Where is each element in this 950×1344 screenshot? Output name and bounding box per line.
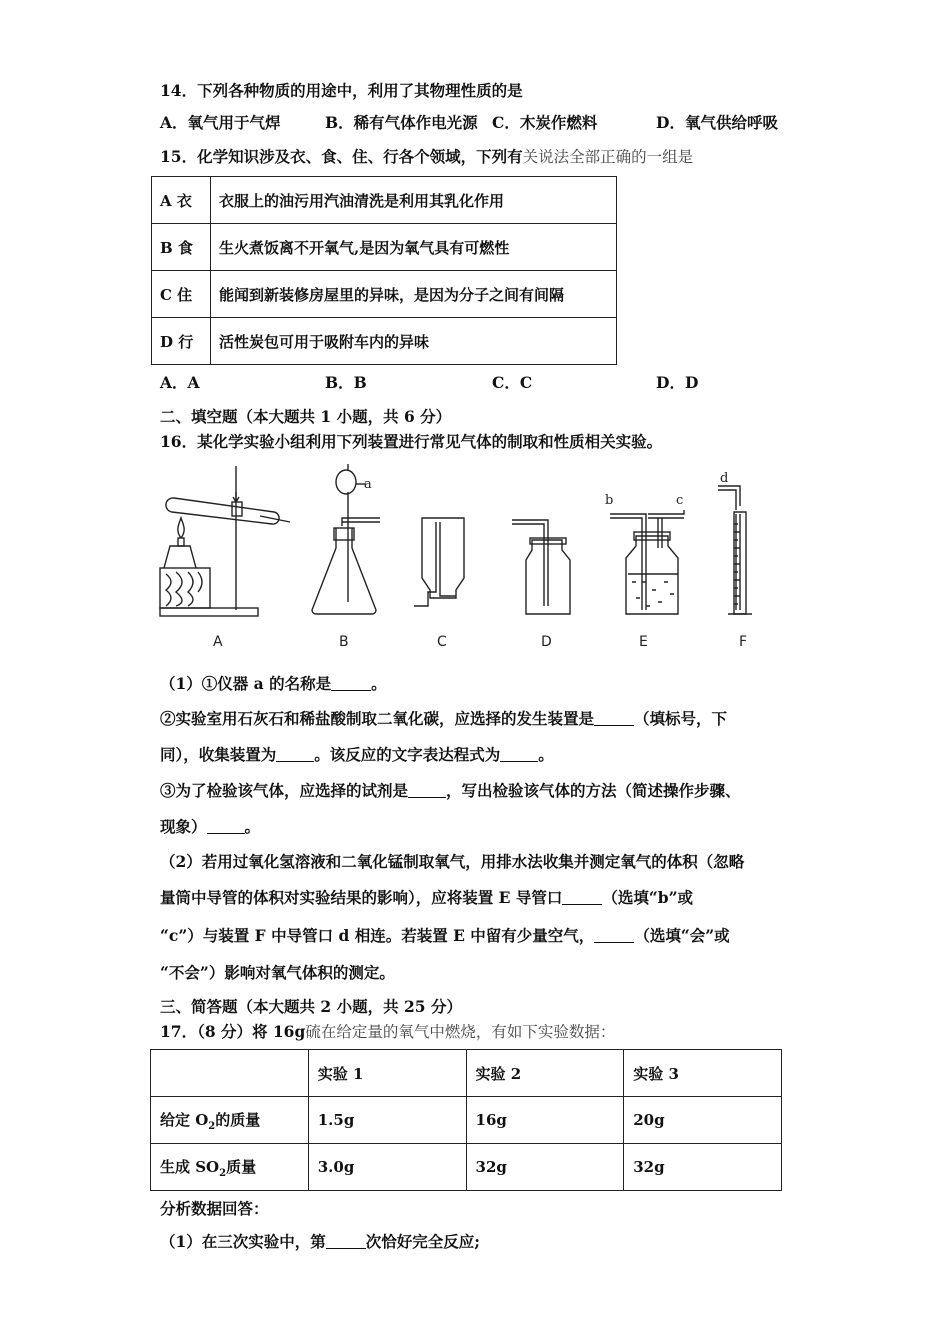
q17-stem-tail: 硫在给定量的氧气中燃烧，有如下实验数据： (305, 1023, 616, 1041)
q16-part1d-line: ③为了检验该气体，应选择的试剂是 ，写出检验该气体的方法（简述操作步骤、 (160, 781, 741, 800)
q17-part1-line: （1）在三次实验中，第 次恰好完全反应; (160, 1232, 481, 1251)
table-cell: 3.0g (308, 1144, 466, 1191)
q16-part2d-line: “不会”）影响对氧气体积的测定。 (160, 963, 395, 982)
answer-blank[interactable] (276, 760, 314, 762)
answer-blank[interactable] (562, 903, 602, 905)
table-header-row (151, 1050, 782, 1097)
tag-b: b (605, 493, 614, 508)
q16-stem: 16．某化学实验小组利用下列装置进行常见气体的制取和性质相关实验。 (160, 432, 663, 451)
apparatus-a-drawing (160, 466, 290, 616)
q15-stem-tail: 关说法全部正确的一组是 (522, 148, 694, 166)
q15-stem (160, 145, 693, 167)
table-row (152, 224, 617, 271)
table-cell: 20g (624, 1097, 782, 1144)
q16-part2b-line: 量筒中导管的体积对实验结果的影响），应将装置 E 导管口 （选填“b”或 (160, 888, 694, 907)
answer-blank[interactable] (594, 724, 634, 726)
tag-a: a (364, 477, 372, 492)
q15-row-key: B 食 (152, 224, 211, 271)
q15-row-key: A 衣 (152, 177, 211, 224)
apparatus-figure (150, 462, 800, 654)
q15-stem-main: 15．化学知识涉及衣、食、住、行各个领域，下列有 (160, 147, 523, 166)
q15-row-text: 活性炭包可用于吸附车内的异味 (211, 318, 617, 365)
table-row (152, 318, 617, 365)
answer-blank[interactable] (408, 796, 446, 798)
q16-part1e-line: 现象） 。 (160, 817, 261, 836)
q15-option-b: B．B (325, 373, 367, 392)
table-row (152, 271, 617, 318)
label-c: C (437, 634, 447, 650)
q14-stem: 14．下列各种物质的用途中，利用了其物理性质的是 (160, 81, 523, 100)
apparatus-f-drawing (718, 486, 752, 614)
q15-row-key: C 住 (152, 271, 211, 318)
answer-blank[interactable] (207, 832, 245, 834)
header-cell: 实验 2 (466, 1050, 624, 1097)
answer-blank[interactable] (594, 941, 634, 943)
label-b: B (339, 634, 349, 650)
label-f: F (739, 634, 748, 650)
header-cell (151, 1050, 309, 1097)
answer-blank[interactable] (326, 1247, 366, 1249)
q15-row-text: 衣服上的油污用汽油清洗是利用其乳化作用 (211, 177, 617, 224)
q16-part2-line: （2）若用过氧化氢溶液和二氧化锰制取氧气，用排水法收集并测定氧气的体积（忽略 (160, 852, 745, 871)
tag-d: d (720, 471, 729, 486)
label-a: A (213, 634, 223, 650)
section-heading-fill-in: 二、填空题（本大题共 1 小题，共 6 分） (160, 407, 452, 426)
q15-row-text: 生火煮饭离不开氧气,是因为氧气具有可燃性 (211, 224, 617, 271)
q17-analysis-heading: 分析数据回答： (160, 1199, 269, 1218)
label-d: D (541, 634, 552, 650)
q14-option-a: A．氧气用于气焊 (160, 113, 281, 132)
answer-blank[interactable] (331, 689, 371, 691)
section-heading-short-answer: 三、简答题（本大题共 2 小题，共 25 分） (160, 997, 462, 1016)
q17-table (150, 1049, 782, 1191)
table-cell: 32g (624, 1144, 782, 1191)
q14-option-d: D．氧气供给呼吸 (656, 113, 778, 132)
tag-c: c (676, 493, 684, 508)
q15-option-a: A．A (160, 373, 200, 392)
table-row (151, 1144, 782, 1191)
header-cell: 实验 1 (308, 1050, 466, 1097)
q16-part1-line: （1）①仪器 a 的名称是 。 (160, 674, 387, 693)
table-row (152, 177, 617, 224)
apparatus-d-drawing (512, 520, 570, 614)
q15-option-d: D．D (656, 373, 699, 392)
table-cell: 32g (466, 1144, 624, 1191)
apparatus-e-drawing (610, 510, 684, 614)
q14-option-c: C．木炭作燃料 (492, 113, 598, 132)
q14-option-b: B．稀有气体作电光源 (325, 113, 478, 132)
q15-table (151, 176, 617, 365)
q16-part2c-line: “c”）与装置 F 中导管口 d 相连。若装置 E 中留有少量空气， （选填“会”或 (160, 926, 730, 945)
q15-row-key: D 行 (152, 318, 211, 365)
table-row (151, 1097, 782, 1144)
row-label-so2: 生成 $SO_2$质量 (151, 1144, 309, 1191)
q15-row-text: 能闻到新装修房屋里的异味，是因为分子之间有间隔 (211, 271, 617, 318)
apparatus-c-drawing (414, 518, 464, 606)
row-label-o2: 给定 $O_2$的质量 (151, 1097, 309, 1144)
answer-blank[interactable] (500, 760, 538, 762)
table-cell: 1.5g (308, 1097, 466, 1144)
table-cell: 16g (466, 1097, 624, 1144)
header-cell: 实验 3 (624, 1050, 782, 1097)
q16-part1c-line: 同），收集装置为 。该反应的文字表达程式为 。 (160, 745, 554, 764)
q16-part1b-line: ②实验室用石灰石和稀盐酸制取二氧化碳，应选择的发生装置是 （填标号，下 (160, 709, 728, 728)
q17-stem (160, 1020, 615, 1042)
q15-option-c: C．C (492, 373, 533, 392)
label-e: E (639, 634, 648, 650)
q17-stem-main: 17．（8 分）将 16g (160, 1022, 306, 1041)
